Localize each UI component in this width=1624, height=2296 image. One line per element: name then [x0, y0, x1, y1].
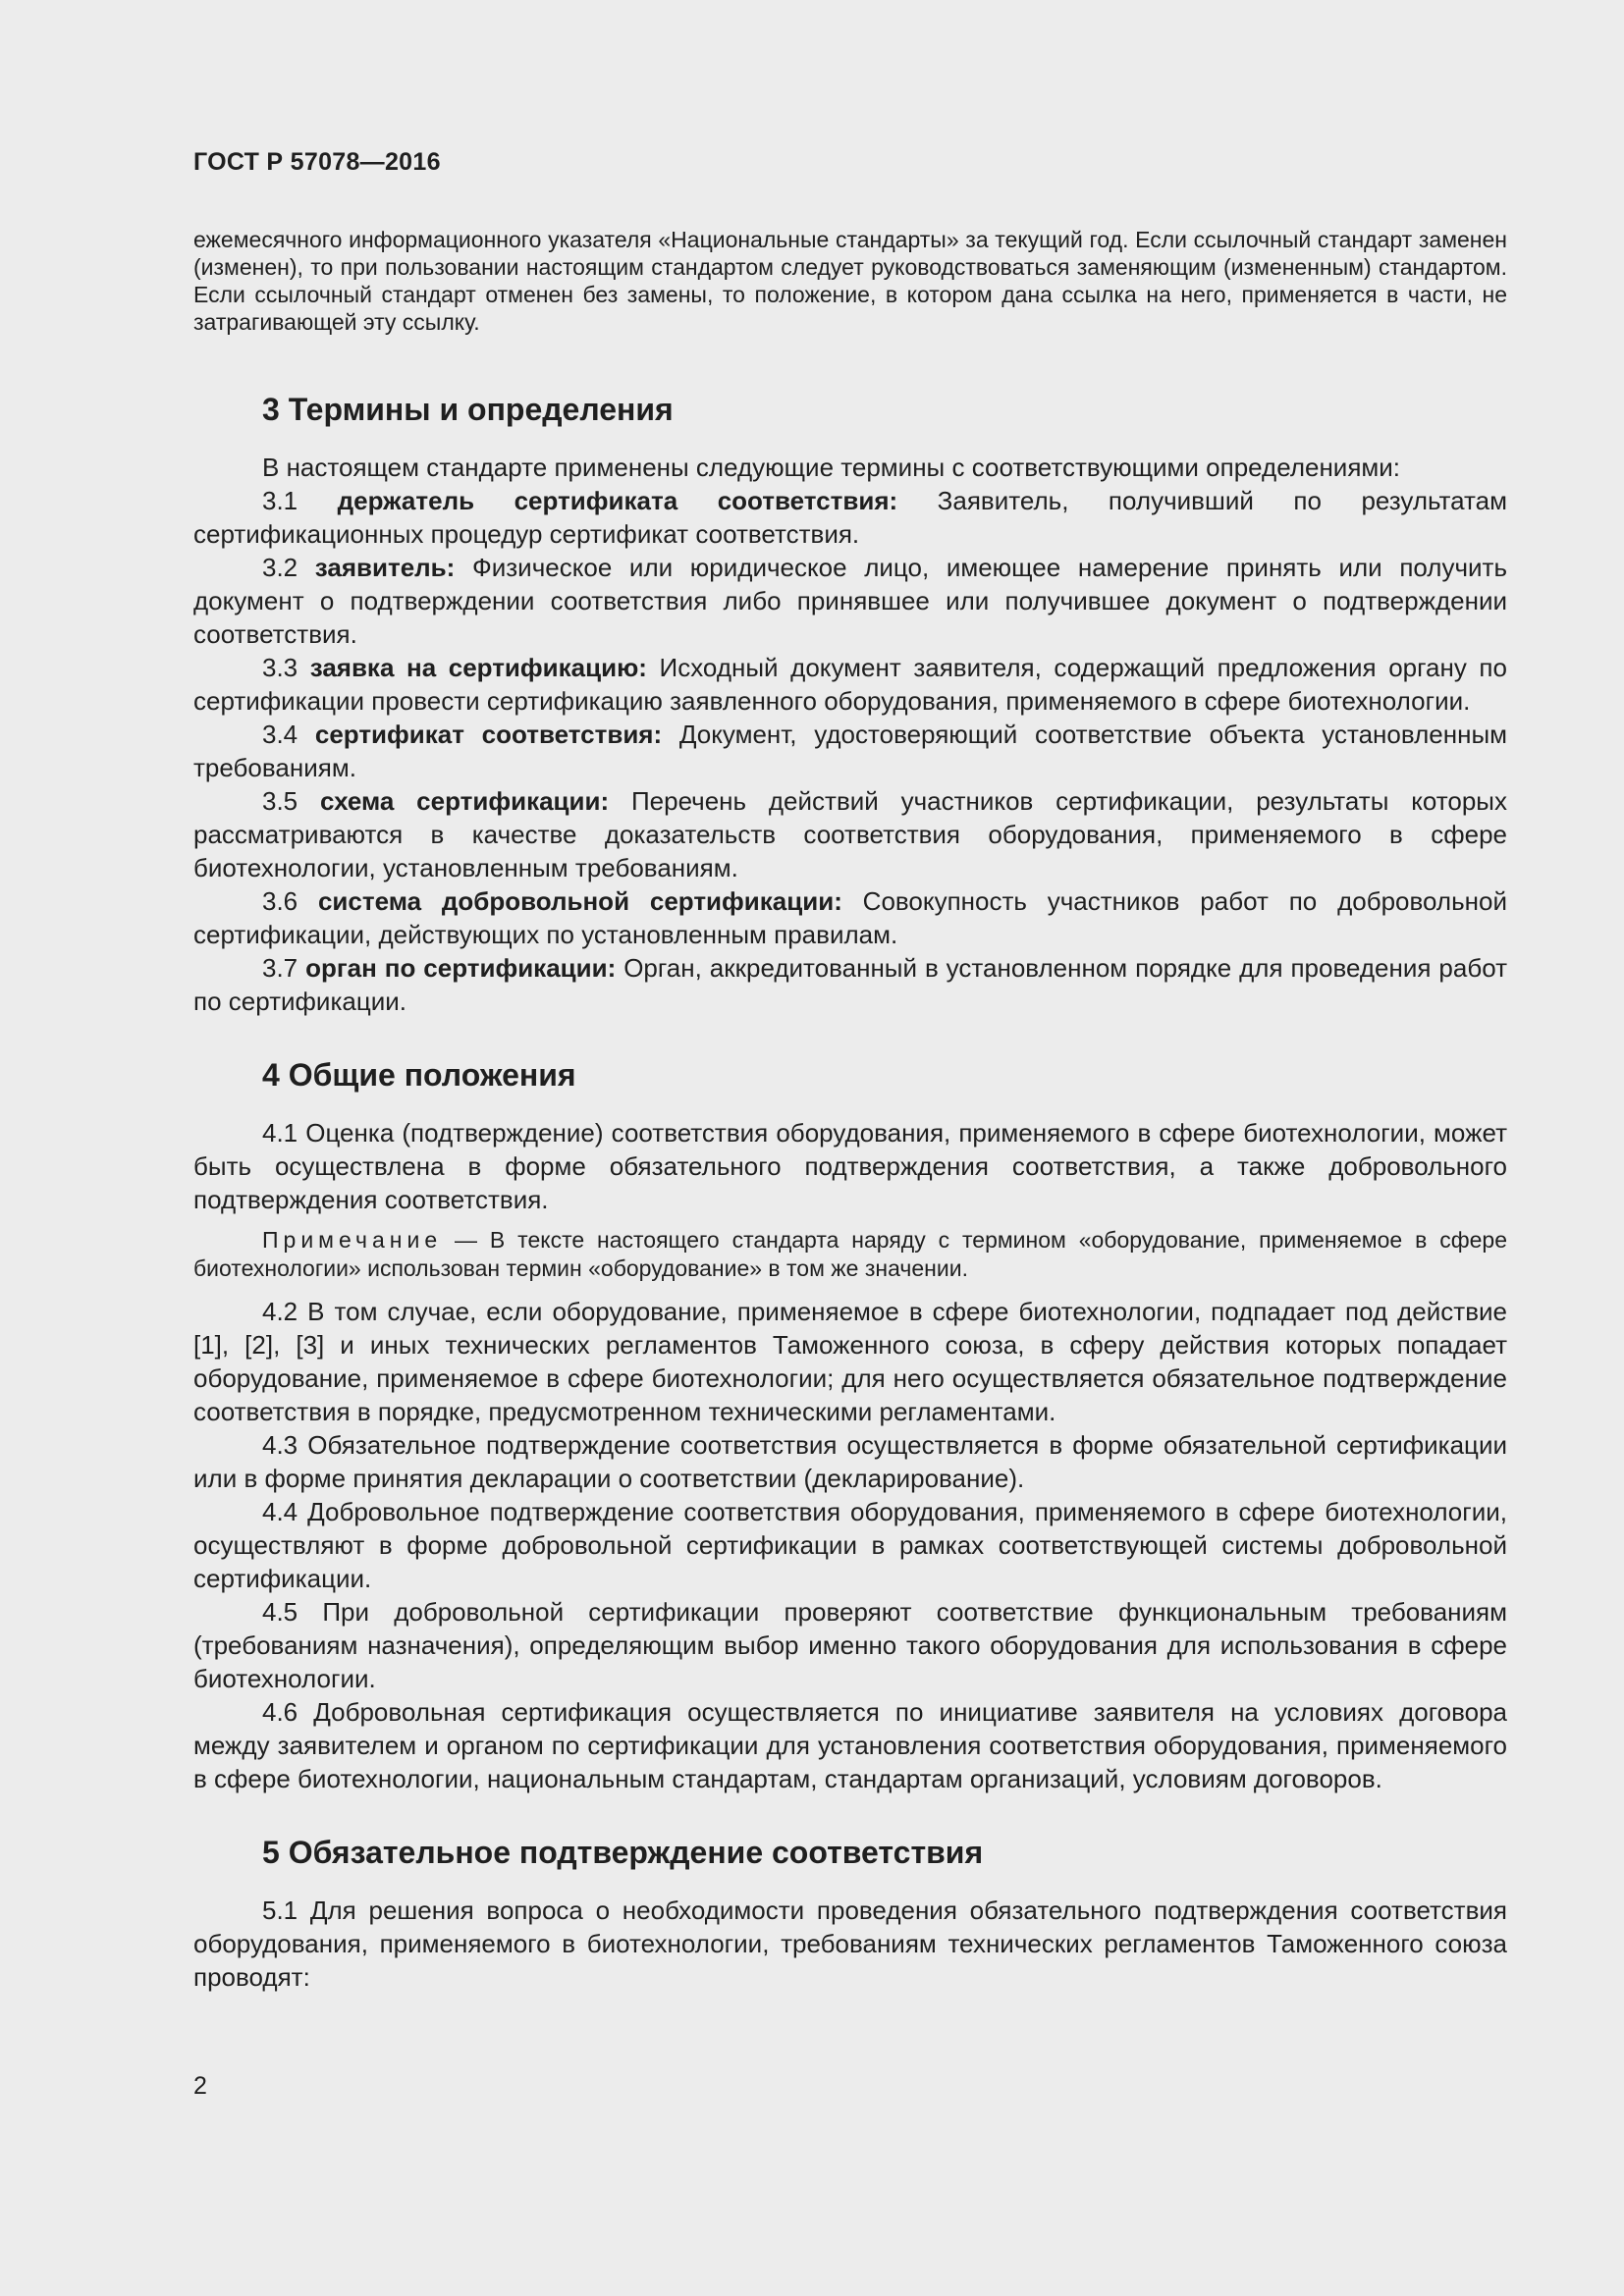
paragraph-4-5: 4.5 При добровольной сертификации проверяют соответствие функциональным требованиям (требованиям назначения), определяющим выбор именно такого оборудования для использования в сфере биотехнологии.	[193, 1597, 1507, 1693]
paragraph-4-1: 4.1 Оценка (подтверждение) соответствия оборудования, применяемого в сфере биотехнологии, может быть осуществлена в форме обязательного подтверждения соответствия, а также добровольного подтверждения соответствия.	[193, 1118, 1507, 1214]
page-number: 2	[193, 2072, 207, 2100]
term-number: 3.5	[262, 786, 320, 816]
term-name: заявка на сертификацию:	[309, 653, 647, 682]
term-definition: Заявитель, получивший по результатам сертификационных процедур сертификат соответствия.	[193, 486, 1507, 549]
term-name: сертификат соответствия:	[314, 720, 663, 749]
page-content	[193, 226, 1507, 1994]
term-definition: Совокупность участников работ по добровольной сертификации, действующих по установленным правилам.	[193, 886, 1507, 949]
term-name: заявитель:	[314, 553, 456, 582]
term-number: 3.7	[262, 953, 306, 983]
term-name: система добровольной сертификации:	[317, 886, 842, 916]
term-name: схема сертификации:	[319, 786, 610, 816]
term-name: держатель сертификата соответствия:	[337, 486, 898, 515]
term-definition: Перечень действий участников сертификации, результаты которых рассматриваются в качестве доказательств соответствия оборудования, применяемого в сфере биотехнологии, установленным требованиям.	[193, 786, 1507, 882]
term-definition: Исходный документ заявителя, содержащий предложения органу по сертификации провести сертификацию заявленного оборудования, применяемого в сфере биотехнологии.	[193, 653, 1507, 716]
term-3-4	[193, 718, 1507, 784]
section-4-heading: 4 Общие положения	[262, 1057, 576, 1093]
note-label: Примечание	[262, 1227, 443, 1253]
term-definition: Документ, удостоверяющий соответствие объекта установленным требованиям.	[193, 720, 1508, 782]
paragraph-4-2: 4.2 В том случае, если оборудование, применяемое в сфере биотехнологии, подпадает под действие [1], [2], [3] и иных технических регламентов Таможенного союза, в сферу действия которых попадает оборудование, применяемое в сфере биотехнологии; для него осуществляется обязательное подтверждение соответствия в порядке, предусмотренном техническими регламентами.	[193, 1297, 1507, 1426]
section-5-heading: 5 Обязательное подтверждение соответствия	[262, 1835, 984, 1870]
term-number: 3.1	[262, 486, 338, 515]
term-name: орган по сертификации:	[305, 953, 617, 983]
intro-paragraph: ежемесячного информационного указателя «Национальные стандарты» за текущий год. Если ссылочный стандарт заменен (изменен), то при пользовании настоящим стандартом следует руководствоваться заменяющим (измененным) стандартом. Если ссылочный стандарт отменен без замены, то положение, в котором дана ссылка на него, применяется в части, не затрагивающей эту ссылку.	[193, 227, 1507, 335]
term-3-5	[193, 784, 1507, 884]
term-3-2	[193, 551, 1507, 651]
term-3-1	[193, 484, 1507, 551]
term-number: 3.2	[262, 553, 315, 582]
paragraph-5-1: 5.1 Для решения вопроса о необходимости проведения обязательного подтверждения соответствия оборудования, применяемого в биотехнологии, требованиям технических регламентов Таможенного союза проводят:	[193, 1896, 1507, 1992]
note	[193, 1226, 1507, 1283]
term-3-6	[193, 884, 1507, 951]
term-3-7	[193, 951, 1507, 1018]
term-number: 3.4	[262, 720, 315, 749]
paragraph-4-3: 4.3 Обязательное подтверждение соответствия осуществляется в форме обязательной сертификации или в форме принятия декларации о соответствии (декларирование).	[193, 1430, 1507, 1493]
paragraph-4-6: 4.6 Добровольная сертификация осуществляется по инициативе заявителя на условиях договора между заявителем и органом по сертификации для установления соответствия оборудования, применяемого в сфере биотехнологии, национальным стандартам, стандартам организаций, условиям договоров.	[193, 1697, 1507, 1793]
note-text: — В тексте настоящего стандарта наряду с термином «оборудование, применяемое в сфере биотехнологии» использован термин «оборудование» в том же значении.	[193, 1227, 1507, 1281]
term-number: 3.3	[262, 653, 310, 682]
paragraph-4-4: 4.4 Добровольное подтверждение соответствия оборудования, применяемого в сфере биотехнологии, осуществляют в форме добровольной сертификации в рамках соответствующей системы добровольной сертификации.	[193, 1497, 1507, 1593]
term-definition: Орган, аккредитованный в установленном порядке для проведения работ по сертификации.	[193, 953, 1508, 1016]
section-3-intro: В настоящем стандарте применены следующие термины с соответствующими определениями:	[262, 453, 1401, 482]
section-3-heading: 3 Термины и определения	[262, 392, 674, 427]
term-3-3	[193, 651, 1507, 718]
term-number: 3.6	[262, 886, 318, 916]
term-definition: Физическое или юридическое лицо, имеющее намерение принять или получить документ о подтверждении соответствия либо принявшее или получившее документ о подтверждении соответствия.	[193, 553, 1508, 649]
document-header: ГОСТ Р 57078—2016	[193, 148, 441, 176]
